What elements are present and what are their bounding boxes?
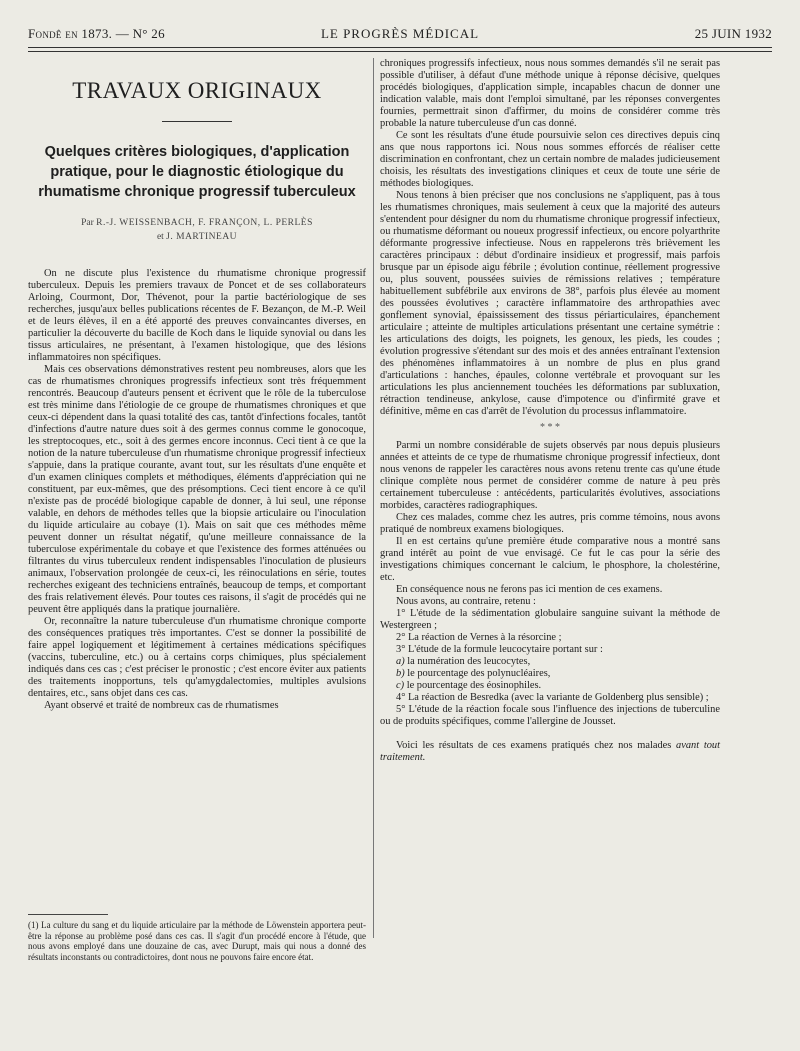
byline-et: et — [156, 232, 164, 242]
article-title: Quelques critères biologiques, d'application pratique, pour le diagnostic étiologique du rhumatisme chronique progressif tuberculeux — [38, 144, 356, 200]
paragraph: Mais ces observations démonstratives restent peu nombreuses, alors que les cas de rhumatismes chroniques progressifs infectieux sont très fréquemment rencontrés. Beaucoup d'auteurs pensent et écrivent que le rôle de la tuberculose est très minime dans l'étiologie de ce groupe de rhumatismes chroniques et que ceux-ci dépendent dans la quasi totalité des cas, tantôt d'infections focales, tantôt d'infections d'autre nature dues soit à des germes connus comme le gonocoque, les streptocoques, etc., soit à des germes encore inconnus. Ceci tient à ce que la notion de la nature tuberculeuse d'un rhumatisme chronique progressif infectieux s'appuie, dans la pratique courante, avant tout, sur les résultats d'une enquête et d'un examen cliniques complets et méthodiques, éléments d'appréciation qui ne constituent, par eux-mêmes, que des présomptions. Ceci tient encore à ce qu'il n'existe pas de procédé biologique capable de donner, à lui seul, une réponse valable, en dehors de méthodes telles que la biopsie articulaire ou l'inoculation du liquide articulaire au cobaye (1). Mais on sait que ces méthodes même peuvent donner un résultat négatif, qu'une meilleure connaissance de la tuberculose expérimentale du cobaye et que l'existence des formes atténuées ou filtrantes du virus tuberculeux rendent indispensables l'inoculation de plusieurs animaux, l'observation prolongée de ceux-ci, les réinoculations en série, toutes recherches exigeant des techniciens entraînés, beaucoup de temps, et comportant des frais relativement élevés. Pour toutes ces raisons, il s'agit de procédés qui ne peuvent être appliqués dans la pratique journalière. — [28, 364, 366, 615]
sub-list-item — [380, 656, 720, 668]
byline-authors-1: R.-J. WEISSENBACH, F. FRANÇON, L. PERLÈS — [96, 218, 313, 228]
sub-list-item — [380, 680, 720, 692]
header-date: 25 JUIN 1932 — [694, 26, 772, 41]
right-column — [380, 58, 720, 978]
sub-list-item — [380, 668, 720, 680]
section-separator: * * * — [540, 422, 560, 433]
left-column — [28, 58, 366, 908]
title-rule — [162, 121, 232, 122]
final-emphasis: avant tout traitement. — [380, 740, 720, 763]
paragraph: Il en est certains qu'une première étude comparative nous a montré sans grand intérêt au point de vue envisagé. Ce fut le cas pour la série des investigations chimiques concernant le calcium, le phosphore, la cholestérine, etc. — [380, 536, 720, 583]
paragraph: Chez ces malades, comme chez les autres, pris comme témoins, nous avons pratiqué de nombreux examens biologiques. — [380, 512, 720, 535]
right-body — [380, 58, 720, 764]
sub-item-letter: c) — [396, 680, 405, 691]
column-divider — [373, 58, 374, 938]
header-founded: Fondê en 1873. — N° 26 — [28, 26, 165, 41]
list-item: 2° La réaction de Vernes à la résorcine ; — [396, 632, 562, 643]
list-item: 5° L'étude de la réaction focale sous l'influence des injections de tuberculine ou de produits spécifiques, comme l'allergine de Jousset. — [380, 704, 720, 727]
paragraph: Ayant observé et traité de nombreux cas de rhumatismes — [44, 700, 279, 711]
byline — [28, 216, 366, 244]
paragraph-final — [380, 740, 720, 764]
byline-authors-2: J. MARTINEAU — [166, 232, 238, 242]
list-item: 1° L'étude de la sédimentation globulaire sanguine suivant la méthode de Westergreen ; — [380, 608, 720, 631]
sub-item-letter: a) — [396, 656, 405, 667]
list-item: 3° L'étude de la formule leucocytaire portant sur : — [396, 644, 603, 655]
running-header — [28, 26, 772, 44]
paragraph: Parmi un nombre considérable de sujets observés par nous depuis plusieurs années et atteints de ce type de rhumatisme chronique progressif infectieux, dont nous venons de rappeler les caractères nous avons retenu trente cas qu'une étude clinique complète nous permet de considérer comme de nature à peu près certainement tuberculeuse : antécédents, particularités évolutives, associations morbides, caractères radiographiques. — [380, 440, 720, 511]
final-text: Voici les résultats de ces examens pratiqués chez nos malades — [396, 740, 672, 751]
header-journal-name: LE PROGRÈS MÉDICAL — [320, 26, 480, 41]
paragraph: On ne discute plus l'existence du rhumatisme chronique progressif tuberculeux. Depuis les premiers travaux de Poncet et de ses collaborateurs Arloing, Courmont, Dor, Thévenot, pour la partie bactériologique de ses recherches, jusqu'aux belles publications récentes de F. Bezançon, de M.-P. Weil et de leurs élèves, il en a été apporté des preuves convaincantes diverses, en particulier la découverte du bacille de Koch dans le liquide synovial ou dans les tissus articulaires, ne présentant, à l'examen histologique, que des lésions inflammatoires non spécifiques. — [28, 268, 366, 363]
paragraph: Ce sont les résultats d'une étude poursuivie selon ces directives depuis cinq ans que nous rapportons ici. Nous nous sommes efforcés de réaliser cette discrimination en confrontant, chez un certain nombre de malades judicieusement choisis, les résultats des investigations cliniques et ceux de toute une série de méthodes biologiques. — [380, 130, 720, 189]
footnote-rule — [28, 914, 108, 915]
footnote: (1) La culture du sang et du liquide articulaire par la méthode de Löwenstein apportera peut-être la réponse au problème posé dans ces cas. Il s'agit d'un procédé encore à l'étude, que nous avons employé dans une douzaine de cas, avec Durupt, mais qui nous a donné des résultats inconstants ou contradictoires, dont nous ne pouvons faire encore état. — [28, 920, 366, 962]
sub-item-letter: b) — [396, 668, 405, 679]
list-item: 4° La réaction de Besredka (avec la variante de Goldenberg plus sensible) ; — [396, 692, 709, 703]
sub-item-text: la numération des leucocytes, — [407, 656, 531, 667]
paragraph: Or, reconnaître la nature tuberculeuse d'un rhumatisme chronique comporte des conséquences pratiques très importantes. C'est se donner la possibilité de faire appel logiquement et légitimement à certaines médications spécifiques (vaccins, tuberculine, etc.) ou à certains corps chimiques, plus spécialement indiqués dans ces cas ; c'est préciser le pronostic ; c'est encore éviter aux patients des traitements inopportuns, tels qu'amygdalectomies, multiples avulsions dentaires, etc., sans objet dans ces cas. — [28, 616, 366, 699]
left-body — [28, 268, 366, 712]
paragraph: Nous avons, au contraire, retenu : — [396, 596, 536, 607]
paragraph: En conséquence nous ne ferons pas ici mention de ces examens. — [396, 584, 663, 595]
sub-item-text: le pourcentage des éosinophiles. — [406, 680, 542, 691]
paragraph: Nous tenons à bien préciser que nos conclusions ne s'appliquent, pas à tous les rhumatismes chroniques, mais seulement à ceux que la majorité des auteurs s'entendent pour désigner du nom du rhumatisme chronique progressif infectieux, ou rhumatisme déformant ou noueux progressif infectieux, ou encore polyarthrite déformante progressive infectieuse. Nous en rappelerons très brièvement les caractères principaux : début d'ordinaire insidieux et progressif, mais parfois brusque par un épisode aigu fébrile ; évolution continue, réellement progressive ou, plus souvent, poussées suivies de rémissions relatives ; température habituellement subfébrile aux environs de 38°, parfois plus élevée au moment des poussées évolutives ; caractère inflammatoire des arthropathies avec gonflement synovial, épaississement des tissus périarticulaires, épanchement articulaire ; atteinte de multiples articulations présentant une certaine symétrie : les articulations des doigts, les poignets, les genoux, les pieds, les coudes ; évolution progressive s'étendant sur des mois et des années entraînant l'extension des phénomènes inflammatoires à un nombre de plus en plus grand d'articulations : hanches, épaules, colonne vertébrale et provoquant sur les articulations les plus anciennement touchées les déformations par subluxation, rétraction tendineuse, ankylose, cause d'impotence ou d'infirmité grave et définitive, même en cas d'arrêt de l'évolution du processus inflammatoire. — [380, 190, 720, 417]
byline-par: Par — [81, 218, 94, 228]
section-title: TRAVAUX ORIGINAUX — [72, 78, 322, 103]
header-rule — [28, 47, 772, 52]
sub-item-text: le pourcentage des polynucléaires, — [407, 668, 551, 679]
paragraph-continuation: chroniques progressifs infectieux, nous nous sommes demandés s'il ne serait pas possible d'utiliser, à défaut d'une méthode unique à réponse décisive, quelques procédés biologiques, d'application simple, incapables chacun de donner une indication valable, mais dont l'emploi simultané, par les réponses convergentes fournies, permettrait sinon d'affirmer, du moins de considérer comme très probable la nature tuberculeuse d'un cas donné. — [380, 58, 720, 129]
